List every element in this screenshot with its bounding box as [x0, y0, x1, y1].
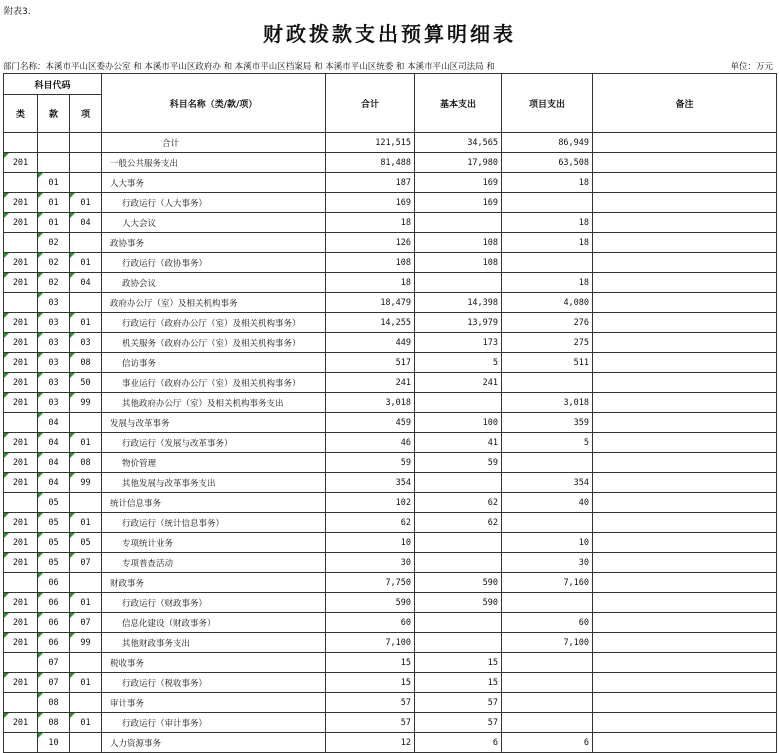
table-row — [4, 293, 777, 313]
cell-xiang: 08 — [70, 353, 102, 373]
cell-total: 59 — [326, 453, 415, 473]
cell-lei: 201 — [4, 313, 38, 333]
cell-project — [502, 513, 593, 533]
cell-basic: 173 — [415, 333, 502, 353]
cell-lei: 201 — [4, 273, 38, 293]
cell-total: 169 — [326, 193, 415, 213]
cell-kuan: 01 — [38, 213, 70, 233]
cell-remark — [593, 413, 777, 433]
cell-kuan: 03 — [38, 353, 70, 373]
cell-lei: 201 — [4, 533, 38, 553]
cell-name: 统计信息事务 — [102, 493, 326, 513]
cell-lei: 201 — [4, 473, 38, 493]
cell-remark — [593, 713, 777, 733]
cell-xiang — [70, 693, 102, 713]
cell-name: 行政运行（审计事务） — [102, 713, 326, 733]
cell-xiang — [70, 173, 102, 193]
cell-lei: 201 — [4, 353, 38, 373]
cell-total: 81,488 — [326, 153, 415, 173]
cell-remark — [593, 333, 777, 353]
table-row — [4, 233, 777, 253]
table-row — [4, 573, 777, 593]
cell-basic: 13,979 — [415, 313, 502, 333]
cell-xiang — [70, 133, 102, 153]
cell-total: 30 — [326, 553, 415, 573]
table-row — [4, 633, 777, 653]
cell-xiang: 01 — [70, 713, 102, 733]
cell-name: 机关服务（政府办公厅（室）及相关机构事务） — [102, 333, 326, 353]
cell-basic: 41 — [415, 433, 502, 453]
cell-basic — [415, 213, 502, 233]
cell-project: 7,160 — [502, 573, 593, 593]
cell-total: 7,100 — [326, 633, 415, 653]
cell-basic — [415, 613, 502, 633]
cell-total: 10 — [326, 533, 415, 553]
cell-remark — [593, 513, 777, 533]
cell-kuan: 07 — [38, 653, 70, 673]
cell-project: 511 — [502, 353, 593, 373]
cell-project: 18 — [502, 213, 593, 233]
cell-lei: 201 — [4, 333, 38, 353]
cell-xiang: 04 — [70, 213, 102, 233]
cell-project: 86,949 — [502, 133, 593, 153]
cell-lei: 201 — [4, 213, 38, 233]
table-row — [4, 253, 777, 273]
table-row — [4, 453, 777, 473]
table-row — [4, 473, 777, 493]
cell-kuan: 06 — [38, 613, 70, 633]
cell-lei — [4, 493, 38, 513]
cell-basic: 108 — [415, 253, 502, 273]
cell-basic: 169 — [415, 173, 502, 193]
cell-xiang: 01 — [70, 433, 102, 453]
cell-remark — [593, 273, 777, 293]
cell-total: 60 — [326, 613, 415, 633]
cell-remark — [593, 553, 777, 573]
cell-project: 30 — [502, 553, 593, 573]
cell-name: 人力资源事务 — [102, 733, 326, 753]
cell-kuan: 03 — [38, 373, 70, 393]
cell-xiang: 01 — [70, 513, 102, 533]
cell-project: 18 — [502, 233, 593, 253]
cell-kuan: 10 — [38, 733, 70, 753]
cell-total: 126 — [326, 233, 415, 253]
table-row — [4, 553, 777, 573]
table-row — [4, 353, 777, 373]
cell-name: 人大事务 — [102, 173, 326, 193]
cell-lei — [4, 173, 38, 193]
header-lei: 类 — [4, 95, 38, 133]
cell-project — [502, 373, 593, 393]
cell-basic — [415, 633, 502, 653]
cell-lei: 201 — [4, 153, 38, 173]
page-title: 财政拨款支出预算明细表 — [263, 22, 516, 46]
table-row — [4, 373, 777, 393]
cell-project: 10 — [502, 533, 593, 553]
cell-name: 政府办公厅（室）及相关机构事务 — [102, 293, 326, 313]
cell-project: 359 — [502, 413, 593, 433]
cell-name: 政协事务 — [102, 233, 326, 253]
cell-basic: 62 — [415, 513, 502, 533]
cell-kuan: 05 — [38, 533, 70, 553]
cell-lei: 201 — [4, 633, 38, 653]
cell-lei: 201 — [4, 453, 38, 473]
header-total: 合计 — [326, 74, 415, 133]
cell-basic: 169 — [415, 193, 502, 213]
cell-basic: 6 — [415, 733, 502, 753]
cell-project: 276 — [502, 313, 593, 333]
cell-xiang: 04 — [70, 273, 102, 293]
cell-lei: 201 — [4, 713, 38, 733]
cell-name: 信访事务 — [102, 353, 326, 373]
table-body — [4, 133, 777, 753]
cell-remark — [593, 573, 777, 593]
cell-project — [502, 653, 593, 673]
cell-basic: 590 — [415, 573, 502, 593]
cell-basic: 108 — [415, 233, 502, 253]
cell-total: 590 — [326, 593, 415, 613]
cell-basic: 57 — [415, 693, 502, 713]
cell-name: 物价管理 — [102, 453, 326, 473]
cell-kuan: 06 — [38, 573, 70, 593]
cell-remark — [593, 393, 777, 413]
cell-xiang: 01 — [70, 313, 102, 333]
cell-xiang: 01 — [70, 193, 102, 213]
attachment-note: 附表3. — [4, 7, 31, 17]
cell-basic: 15 — [415, 653, 502, 673]
cell-remark — [593, 353, 777, 373]
cell-basic — [415, 473, 502, 493]
cell-remark — [593, 673, 777, 693]
header-name: 科目名称（类/款/项） — [102, 74, 326, 133]
cell-name: 事业运行（政府办公厅（室）及相关机构事务） — [102, 373, 326, 393]
table-row — [4, 653, 777, 673]
cell-kuan: 02 — [38, 253, 70, 273]
cell-project: 18 — [502, 273, 593, 293]
cell-basic: 59 — [415, 453, 502, 473]
cell-xiang — [70, 413, 102, 433]
table-header — [4, 74, 777, 133]
table-row — [4, 413, 777, 433]
cell-lei — [4, 233, 38, 253]
table-row — [4, 333, 777, 353]
cell-total: 459 — [326, 413, 415, 433]
header-kuan: 款 — [38, 95, 70, 133]
cell-lei — [4, 133, 38, 153]
cell-kuan: 08 — [38, 693, 70, 713]
cell-kuan: 01 — [38, 173, 70, 193]
cell-remark — [593, 253, 777, 273]
cell-kuan: 02 — [38, 233, 70, 253]
cell-remark — [593, 373, 777, 393]
cell-name: 行政运行（发展与改革事务） — [102, 433, 326, 453]
cell-total: 108 — [326, 253, 415, 273]
cell-name: 其他发展与改革事务支出 — [102, 473, 326, 493]
cell-xiang: 50 — [70, 373, 102, 393]
cell-total: 121,515 — [326, 133, 415, 153]
cell-project: 7,100 — [502, 633, 593, 653]
cell-kuan: 03 — [38, 333, 70, 353]
table-row — [4, 693, 777, 713]
cell-project: 354 — [502, 473, 593, 493]
cell-remark — [593, 233, 777, 253]
table-row — [4, 673, 777, 693]
cell-total: 3,018 — [326, 393, 415, 413]
cell-remark — [593, 613, 777, 633]
cell-xiang: 07 — [70, 613, 102, 633]
cell-lei: 201 — [4, 613, 38, 633]
cell-name: 其他财政事务支出 — [102, 633, 326, 653]
cell-basic: 57 — [415, 713, 502, 733]
table-row — [4, 193, 777, 213]
cell-name: 一般公共服务支出 — [102, 153, 326, 173]
cell-total: 18 — [326, 213, 415, 233]
cell-basic — [415, 553, 502, 573]
table-row — [4, 533, 777, 553]
cell-lei: 201 — [4, 673, 38, 693]
cell-xiang: 08 — [70, 453, 102, 473]
table-row — [4, 313, 777, 333]
cell-kuan: 03 — [38, 293, 70, 313]
cell-xiang: 05 — [70, 533, 102, 553]
cell-xiang: 01 — [70, 593, 102, 613]
cell-basic — [415, 273, 502, 293]
cell-remark — [593, 533, 777, 553]
cell-name: 行政运行（税收事务） — [102, 673, 326, 693]
cell-project — [502, 193, 593, 213]
cell-xiang: 99 — [70, 393, 102, 413]
table-row — [4, 393, 777, 413]
cell-name: 行政运行（财政事务） — [102, 593, 326, 613]
table-row — [4, 173, 777, 193]
cell-project — [502, 593, 593, 613]
cell-name: 财政事务 — [102, 573, 326, 593]
cell-basic: 5 — [415, 353, 502, 373]
cell-xiang: 99 — [70, 633, 102, 653]
cell-lei: 201 — [4, 553, 38, 573]
cell-project — [502, 453, 593, 473]
cell-project — [502, 253, 593, 273]
cell-basic: 14,398 — [415, 293, 502, 313]
cell-total: 18,479 — [326, 293, 415, 313]
cell-total: 57 — [326, 713, 415, 733]
cell-name: 行政运行（统计信息事务） — [102, 513, 326, 533]
cell-total: 12 — [326, 733, 415, 753]
cell-project: 4,080 — [502, 293, 593, 313]
cell-name: 政协会议 — [102, 273, 326, 293]
cell-project: 6 — [502, 733, 593, 753]
cell-remark — [593, 633, 777, 653]
cell-xiang — [70, 493, 102, 513]
cell-total: 517 — [326, 353, 415, 373]
table-row — [4, 273, 777, 293]
cell-kuan: 04 — [38, 413, 70, 433]
cell-project — [502, 713, 593, 733]
cell-remark — [593, 473, 777, 493]
cell-kuan: 05 — [38, 493, 70, 513]
cell-xiang: 01 — [70, 673, 102, 693]
cell-remark — [593, 453, 777, 473]
cell-remark — [593, 493, 777, 513]
cell-project: 5 — [502, 433, 593, 453]
cell-total: 14,255 — [326, 313, 415, 333]
table-row — [4, 433, 777, 453]
cell-total: 18 — [326, 273, 415, 293]
cell-total: 241 — [326, 373, 415, 393]
cell-xiang: 07 — [70, 553, 102, 573]
cell-lei: 201 — [4, 373, 38, 393]
cell-lei: 201 — [4, 593, 38, 613]
cell-remark — [593, 153, 777, 173]
department-line: 部门名称：本溪市平山区委办公室 和 本溪市平山区政府办 和 本溪市平山区档案局 和 本溪市平山区统委 和 本溪市平山区司法局 和 — [3, 62, 495, 72]
cell-basic: 62 — [415, 493, 502, 513]
cell-lei — [4, 293, 38, 313]
cell-kuan: 02 — [38, 273, 70, 293]
cell-basic: 17,980 — [415, 153, 502, 173]
cell-total: 15 — [326, 653, 415, 673]
cell-lei — [4, 733, 38, 753]
cell-remark — [593, 293, 777, 313]
cell-total: 187 — [326, 173, 415, 193]
cell-xiang — [70, 233, 102, 253]
cell-kuan: 08 — [38, 713, 70, 733]
cell-lei — [4, 573, 38, 593]
table-row — [4, 613, 777, 633]
cell-name: 税收事务 — [102, 653, 326, 673]
cell-kuan: 03 — [38, 313, 70, 333]
cell-kuan — [38, 153, 70, 173]
cell-kuan: 06 — [38, 633, 70, 653]
cell-remark — [593, 733, 777, 753]
cell-remark — [593, 313, 777, 333]
cell-project — [502, 673, 593, 693]
cell-basic: 241 — [415, 373, 502, 393]
cell-name: 发展与改革事务 — [102, 413, 326, 433]
budget-table — [3, 73, 777, 753]
cell-name: 行政运行（人大事务） — [102, 193, 326, 213]
cell-lei — [4, 693, 38, 713]
cell-lei: 201 — [4, 513, 38, 533]
table-row — [4, 493, 777, 513]
cell-remark — [593, 593, 777, 613]
cell-basic: 590 — [415, 593, 502, 613]
cell-project: 40 — [502, 493, 593, 513]
cell-name: 专项普查活动 — [102, 553, 326, 573]
header-xiang: 项 — [70, 95, 102, 133]
header-remark: 备注 — [593, 74, 777, 133]
cell-kuan: 03 — [38, 393, 70, 413]
cell-basic: 15 — [415, 673, 502, 693]
cell-project: 275 — [502, 333, 593, 353]
cell-total: 57 — [326, 693, 415, 713]
cell-kuan: 06 — [38, 593, 70, 613]
table-row — [4, 133, 777, 153]
cell-lei — [4, 413, 38, 433]
table-row — [4, 733, 777, 753]
cell-lei: 201 — [4, 253, 38, 273]
cell-name: 其他政府办公厅（室）及相关机构事务支出 — [102, 393, 326, 413]
cell-xiang: 01 — [70, 253, 102, 273]
cell-name: 审计事务 — [102, 693, 326, 713]
cell-total: 102 — [326, 493, 415, 513]
cell-kuan: 05 — [38, 513, 70, 533]
cell-remark — [593, 433, 777, 453]
cell-kuan: 04 — [38, 433, 70, 453]
cell-total: 449 — [326, 333, 415, 353]
cell-lei: 201 — [4, 193, 38, 213]
cell-name: 专项统计业务 — [102, 533, 326, 553]
table-row — [4, 513, 777, 533]
cell-project: 63,508 — [502, 153, 593, 173]
cell-basic: 100 — [415, 413, 502, 433]
header-project: 项目支出 — [502, 74, 593, 133]
cell-kuan — [38, 133, 70, 153]
cell-project: 60 — [502, 613, 593, 633]
cell-remark — [593, 693, 777, 713]
cell-basic — [415, 393, 502, 413]
cell-xiang — [70, 733, 102, 753]
cell-xiang: 03 — [70, 333, 102, 353]
cell-name: 行政运行（政协事务） — [102, 253, 326, 273]
cell-remark — [593, 213, 777, 233]
cell-xiang — [70, 653, 102, 673]
table-row — [4, 713, 777, 733]
cell-kuan: 04 — [38, 453, 70, 473]
cell-lei — [4, 653, 38, 673]
cell-remark — [593, 653, 777, 673]
table-row — [4, 593, 777, 613]
cell-xiang: 99 — [70, 473, 102, 493]
header-code-group: 科目代码 — [4, 74, 102, 95]
cell-total: 46 — [326, 433, 415, 453]
cell-kuan: 04 — [38, 473, 70, 493]
header-basic: 基本支出 — [415, 74, 502, 133]
cell-xiang — [70, 153, 102, 173]
table-row — [4, 213, 777, 233]
cell-total: 354 — [326, 473, 415, 493]
cell-name: 行政运行（政府办公厅（室）及相关机构事务） — [102, 313, 326, 333]
cell-lei: 201 — [4, 393, 38, 413]
cell-remark — [593, 133, 777, 153]
cell-total: 62 — [326, 513, 415, 533]
cell-project: 3,018 — [502, 393, 593, 413]
cell-total: 15 — [326, 673, 415, 693]
table-row — [4, 153, 777, 173]
cell-kuan: 07 — [38, 673, 70, 693]
cell-name: 合计 — [102, 133, 326, 153]
cell-name: 信息化建设（财政事务） — [102, 613, 326, 633]
cell-name: 人大会议 — [102, 213, 326, 233]
cell-total: 7,750 — [326, 573, 415, 593]
cell-project: 18 — [502, 173, 593, 193]
cell-kuan: 01 — [38, 193, 70, 213]
cell-lei: 201 — [4, 433, 38, 453]
cell-basic: 34,565 — [415, 133, 502, 153]
cell-kuan: 05 — [38, 553, 70, 573]
cell-basic — [415, 533, 502, 553]
cell-xiang — [70, 293, 102, 313]
cell-remark — [593, 173, 777, 193]
cell-xiang — [70, 573, 102, 593]
cell-remark — [593, 193, 777, 213]
unit-label: 单位：万元 — [730, 62, 773, 72]
cell-project — [502, 693, 593, 713]
